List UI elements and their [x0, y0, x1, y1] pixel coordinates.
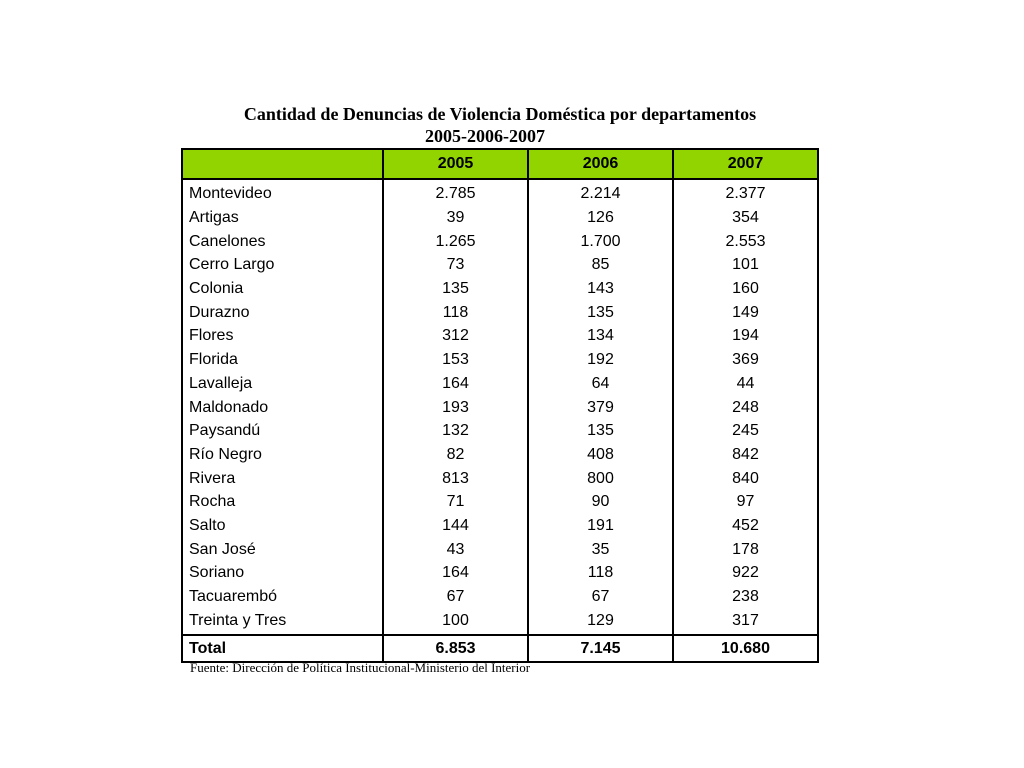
table-row [182, 372, 818, 396]
value-2006-cell: 135 [528, 300, 673, 324]
department-cell: Rocha [182, 490, 383, 514]
source-note: Fuente: Dirección de Política Institucional-Ministerio del Interior [190, 660, 531, 675]
value-2007-cell: 44 [673, 372, 818, 396]
department-cell: Artigas [182, 206, 383, 230]
value-2007-cell: 452 [673, 514, 818, 538]
department-cell: Durazno [182, 300, 383, 324]
value-2005-cell: 118 [383, 300, 528, 324]
header-blank-cell [182, 149, 383, 179]
value-2007-cell: 160 [673, 277, 818, 301]
value-2006-cell: 192 [528, 348, 673, 372]
department-cell: Montevideo [182, 179, 383, 206]
value-2007-cell: 2.553 [673, 229, 818, 253]
value-2006-cell: 379 [528, 395, 673, 419]
value-2006-cell: 67 [528, 585, 673, 609]
value-2006-cell: 2.214 [528, 179, 673, 206]
value-2006-cell: 800 [528, 466, 673, 490]
table-row [182, 443, 818, 467]
table-row [182, 466, 818, 490]
table-row [182, 206, 818, 230]
value-2005-cell: 144 [383, 514, 528, 538]
table-row [182, 277, 818, 301]
table-row [182, 490, 818, 514]
total-2005: 6.853 [383, 635, 528, 662]
value-2005-cell: 312 [383, 324, 528, 348]
value-2006-cell: 1.700 [528, 229, 673, 253]
value-2006-cell: 134 [528, 324, 673, 348]
department-cell: Soriano [182, 561, 383, 585]
department-cell: Cerro Largo [182, 253, 383, 277]
department-cell: Canelones [182, 229, 383, 253]
value-2007-cell: 149 [673, 300, 818, 324]
value-2005-cell: 164 [383, 372, 528, 396]
table-row [182, 253, 818, 277]
table-row [182, 324, 818, 348]
value-2005-cell: 193 [383, 395, 528, 419]
value-2005-cell: 164 [383, 561, 528, 585]
table-row [182, 395, 818, 419]
header-year-2005: 2005 [383, 149, 528, 179]
total-label: Total [182, 635, 383, 662]
value-2007-cell: 97 [673, 490, 818, 514]
table-body [182, 179, 818, 635]
table-row [182, 348, 818, 372]
value-2005-cell: 73 [383, 253, 528, 277]
department-cell: Paysandú [182, 419, 383, 443]
header-row [182, 149, 818, 179]
table-row [182, 419, 818, 443]
value-2007-cell: 354 [673, 206, 818, 230]
table-row [182, 537, 818, 561]
value-2005-cell: 71 [383, 490, 528, 514]
department-cell: Treinta y Tres [182, 608, 383, 635]
value-2005-cell: 2.785 [383, 179, 528, 206]
value-2007-cell: 238 [673, 585, 818, 609]
value-2006-cell: 191 [528, 514, 673, 538]
department-cell: Colonia [182, 277, 383, 301]
total-row [182, 635, 818, 662]
value-2006-cell: 143 [528, 277, 673, 301]
value-2007-cell: 2.377 [673, 179, 818, 206]
value-2006-cell: 64 [528, 372, 673, 396]
value-2006-cell: 85 [528, 253, 673, 277]
value-2006-cell: 126 [528, 206, 673, 230]
table-title: Cantidad de Denuncias de Violencia Doméstica por departamentos [243, 104, 757, 124]
department-cell: San José [182, 537, 383, 561]
value-2005-cell: 132 [383, 419, 528, 443]
table-row [182, 300, 818, 324]
table-row [182, 179, 818, 206]
department-cell: Florida [182, 348, 383, 372]
value-2005-cell: 813 [383, 466, 528, 490]
department-cell: Rivera [182, 466, 383, 490]
department-cell: Lavalleja [182, 372, 383, 396]
value-2005-cell: 1.265 [383, 229, 528, 253]
value-2006-cell: 90 [528, 490, 673, 514]
value-2005-cell: 43 [383, 537, 528, 561]
value-2007-cell: 840 [673, 466, 818, 490]
value-2005-cell: 82 [383, 443, 528, 467]
value-2005-cell: 39 [383, 206, 528, 230]
department-cell: Tacuarembó [182, 585, 383, 609]
value-2007-cell: 245 [673, 419, 818, 443]
value-2005-cell: 153 [383, 348, 528, 372]
table-row [182, 514, 818, 538]
table-row [182, 585, 818, 609]
value-2007-cell: 369 [673, 348, 818, 372]
total-2007: 10.680 [673, 635, 818, 662]
department-cell: Maldonado [182, 395, 383, 419]
table-row [182, 608, 818, 635]
value-2005-cell: 67 [383, 585, 528, 609]
value-2007-cell: 178 [673, 537, 818, 561]
value-2007-cell: 317 [673, 608, 818, 635]
value-2007-cell: 194 [673, 324, 818, 348]
value-2007-cell: 922 [673, 561, 818, 585]
header-year-2007: 2007 [673, 149, 818, 179]
value-2006-cell: 35 [528, 537, 673, 561]
complaints-table [181, 148, 819, 663]
department-cell: Río Negro [182, 443, 383, 467]
value-2006-cell: 408 [528, 443, 673, 467]
department-cell: Salto [182, 514, 383, 538]
table-row [182, 561, 818, 585]
department-cell: Flores [182, 324, 383, 348]
total-2006: 7.145 [528, 635, 673, 662]
value-2007-cell: 248 [673, 395, 818, 419]
value-2006-cell: 118 [528, 561, 673, 585]
value-2005-cell: 100 [383, 608, 528, 635]
value-2005-cell: 135 [383, 277, 528, 301]
table-row [182, 229, 818, 253]
value-2006-cell: 135 [528, 419, 673, 443]
value-2007-cell: 101 [673, 253, 818, 277]
value-2007-cell: 842 [673, 443, 818, 467]
header-year-2006: 2006 [528, 149, 673, 179]
value-2006-cell: 129 [528, 608, 673, 635]
table-subtitle-years: 2005-2006-2007 [425, 126, 545, 146]
